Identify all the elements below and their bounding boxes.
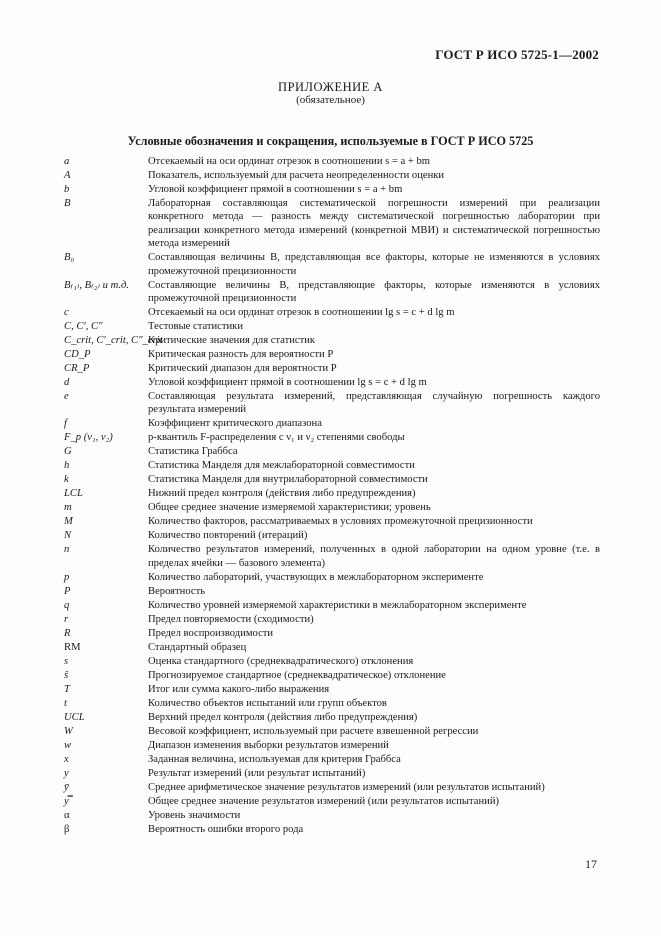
glossary-symbol: R xyxy=(64,627,71,639)
glossary-symbol: M xyxy=(64,516,73,528)
glossary-definition: Количество результатов измерений, полученных в одной лаборатории на одном уровне (т.е. в пределах ячейки — базового элемента) xyxy=(148,544,600,569)
glossary-row xyxy=(64,459,600,472)
glossary-symbol: G xyxy=(64,446,72,458)
glossary-row xyxy=(64,753,600,766)
glossary-row xyxy=(64,669,600,682)
glossary-definition: Весовой коэффициент, используемый при расчете взвешенной регрессии xyxy=(148,725,479,737)
glossary-symbol: c xyxy=(64,307,69,319)
glossary-row xyxy=(64,599,600,612)
glossary-definition: Верхний предел контроля (действия либо предупреждения) xyxy=(148,711,418,723)
glossary-definition: Предел воспроизводимости xyxy=(148,627,274,639)
glossary-row xyxy=(64,155,600,168)
glossary-row xyxy=(64,169,600,182)
glossary-definition: Уровень значимости xyxy=(148,809,241,821)
glossary-row xyxy=(64,473,600,486)
glossary-symbol: b xyxy=(64,184,70,195)
glossary-definition: Статистика Манделя для межлабораторной совместимости xyxy=(148,460,415,472)
glossary-row xyxy=(64,571,600,584)
glossary-definition: Критический диапазон для вероятности P xyxy=(148,363,337,375)
glossary-symbol: B xyxy=(64,198,71,209)
glossary-row xyxy=(64,306,600,319)
glossary-row xyxy=(64,697,600,710)
document-code-header: ГОСТ Р ИСО 5725-1—2002 xyxy=(435,47,599,62)
glossary-row xyxy=(64,683,600,696)
glossary-symbol: ŝ xyxy=(64,669,69,681)
glossary-symbol: e xyxy=(64,391,69,403)
glossary-row xyxy=(64,251,600,278)
glossary-symbol: t xyxy=(64,697,67,709)
glossary-definition: Коэффициент критического диапазона xyxy=(148,418,322,430)
glossary-definition: Статистика Манделя для внутрилабораторной совместимости xyxy=(148,474,428,486)
glossary-row xyxy=(64,641,600,654)
glossary-row xyxy=(64,655,600,668)
glossary-definition: Общее среднее значение измеряемой характеристики; уровень xyxy=(148,502,431,514)
glossary-symbol: CD_P xyxy=(64,349,91,361)
glossary-symbol: ȳ xyxy=(64,781,69,793)
glossary-definition: Диапазон изменения выборки результатов измерений xyxy=(148,739,389,751)
glossary-row xyxy=(64,529,600,542)
glossary-symbol: q xyxy=(64,599,70,611)
section-title: Условные обозначения и сокращения, используемые в ГОСТ Р ИСО 5725 xyxy=(127,134,534,148)
glossary-definition: Вероятность xyxy=(148,585,206,597)
glossary-row xyxy=(64,431,600,444)
glossary-symbol: P xyxy=(64,585,71,597)
glossary-row xyxy=(64,197,600,251)
glossary-row xyxy=(64,823,600,836)
glossary-row xyxy=(64,543,600,570)
glossary-definition: Вероятность ошибки второго рода xyxy=(148,823,304,835)
glossary-definition: Количество повторений (итераций) xyxy=(148,530,308,542)
glossary-definition: p-квантиль F-распределения с ν₁ и ν₂ степенями свободы xyxy=(148,432,405,444)
appendix-title: ПРИЛОЖЕНИЕ А xyxy=(278,80,383,94)
glossary-symbol: h xyxy=(64,460,70,472)
glossary-definition: Общее среднее значение результатов измерений (или результатов испытаний) xyxy=(148,795,500,807)
glossary-row xyxy=(64,725,600,738)
glossary-symbol: β xyxy=(64,823,70,835)
glossary-row xyxy=(64,487,600,500)
glossary-symbol: y xyxy=(64,767,69,779)
glossary-definition: Заданная величина, используемая для критерия Граббса xyxy=(148,753,401,765)
glossary-symbol: T xyxy=(64,683,70,695)
glossary-definition: Результат измерений (или результат испытаний) xyxy=(148,767,366,779)
glossary-symbol: UCL xyxy=(64,711,85,723)
glossary-definition: Прогнозируемое стандартное (среднеквадратическое) отклонение xyxy=(148,669,446,681)
glossary-row xyxy=(64,711,600,724)
glossary-row xyxy=(64,767,600,780)
symbols-glossary xyxy=(64,155,600,837)
glossary-row xyxy=(64,809,600,822)
glossary-definition: Отсекаемый на оси ординат отрезок в соотношении lg s = c + d lg m xyxy=(148,307,455,319)
glossary-symbol: W xyxy=(64,725,73,737)
glossary-symbol: N xyxy=(64,530,72,542)
glossary-row xyxy=(64,183,600,196)
glossary-row xyxy=(64,739,600,752)
glossary-definition: Количество объектов испытаний или групп объектов xyxy=(148,697,387,709)
glossary-row xyxy=(64,417,600,430)
glossary-definition: Составляющие величины B, представляющие факторы, которые изменяются в условиях промежуточной прецизионности xyxy=(148,279,600,305)
glossary-definition: Лабораторная составляющая систематической погрешности измерений при реализации конкретного метода — разность между систематической погрешностью лаборатории при реализации конкретного метода измерений (конкретной МВИ) и систематической погрешностью метода измерений xyxy=(148,198,600,250)
glossary-symbol: x xyxy=(64,753,69,765)
glossary-row xyxy=(64,362,600,375)
glossary-symbol: s xyxy=(64,655,69,667)
glossary-definition: Отсекаемый на оси ординат отрезок в соотношении s = a + bm xyxy=(148,156,431,167)
glossary-symbol: α xyxy=(64,809,70,821)
glossary-row xyxy=(64,627,600,640)
glossary-definition: Оценка стандартного (среднеквадратического) отклонения xyxy=(148,655,414,667)
glossary-symbol: B₍₁₎, B₍₂₎ и т.д. xyxy=(64,279,130,291)
glossary-row xyxy=(64,376,600,389)
glossary-symbol: m xyxy=(64,502,72,514)
glossary-row xyxy=(64,348,600,361)
glossary-symbol: f xyxy=(64,418,67,430)
glossary-symbol: F_p (ν₁, ν₂) xyxy=(64,432,113,444)
glossary-definition: Угловой коэффициент прямой в соотношении lg s = c + d lg m xyxy=(148,377,427,389)
glossary-row xyxy=(64,515,600,528)
glossary-symbol: C, C′, C″ xyxy=(64,321,103,333)
glossary-symbol: C_crit, C′_crit, C″_crit xyxy=(64,335,163,347)
glossary-symbol: w xyxy=(64,739,72,751)
glossary-definition: Среднее арифметическое значение результатов измерений (или результатов испытаний) xyxy=(148,781,545,793)
glossary-symbol: a xyxy=(64,156,70,167)
glossary-symbol: r xyxy=(64,613,69,625)
glossary-row xyxy=(64,781,600,794)
glossary-definition: Итог или сумма какого-либо выражения xyxy=(148,683,330,695)
glossary-symbol: n xyxy=(64,544,70,556)
glossary-row xyxy=(64,445,600,458)
glossary-row xyxy=(64,585,600,598)
glossary-definition: Нижний предел контроля (действия либо предупреждения) xyxy=(148,488,416,500)
glossary-symbol: y̿ xyxy=(64,795,69,807)
glossary-definition: Критические значения для статистик xyxy=(148,335,316,347)
glossary-definition: Стандартный образец xyxy=(148,641,247,653)
glossary-row xyxy=(64,501,600,514)
glossary-definition: Статистика Граббса xyxy=(148,446,238,458)
glossary-symbol: B₀ xyxy=(64,252,75,264)
glossary-row xyxy=(64,795,600,808)
page-number: 17 xyxy=(585,857,597,871)
glossary-symbol: A xyxy=(64,170,71,181)
glossary-definition: Критическая разность для вероятности P xyxy=(148,349,334,361)
glossary-definition: Составляющая результата измерений, представляющая случайную погрешность каждого результата измерений xyxy=(148,391,600,416)
glossary-definition: Тестовые статистики xyxy=(148,321,243,333)
glossary-row xyxy=(64,613,600,626)
glossary-symbol: RM xyxy=(64,641,81,653)
glossary-row xyxy=(64,334,600,347)
glossary-symbol: CR_P xyxy=(64,363,90,375)
glossary-symbol: k xyxy=(64,474,69,486)
glossary-definition: Количество факторов, рассматриваемых в условиях промежуточной прецизионности xyxy=(148,516,533,528)
glossary-definition: Количество уровней измеряемой характеристики в межлабораторном эксперименте xyxy=(148,599,527,611)
glossary-definition: Показатель, используемый для расчета неопределенности оценки xyxy=(148,170,445,181)
glossary-row xyxy=(64,390,600,417)
glossary-symbol: p xyxy=(64,571,70,583)
glossary-definition: Количество лабораторий, участвующих в межлабораторном эксперименте xyxy=(148,571,484,583)
glossary-symbol: LCL xyxy=(64,488,83,500)
glossary-symbol: d xyxy=(64,377,70,389)
glossary-definition: Составляющая величины B, представляющая все факторы, которые не изменяются в условиях промежуточной прецизионности xyxy=(148,252,600,277)
glossary-row xyxy=(64,320,600,333)
glossary-definition: Предел повторяемости (сходимости) xyxy=(148,613,314,625)
appendix-subtitle: (обязательное) xyxy=(296,94,365,106)
glossary-row xyxy=(64,279,600,306)
glossary-definition: Угловой коэффициент прямой в соотношении s = a + bm xyxy=(148,184,403,195)
